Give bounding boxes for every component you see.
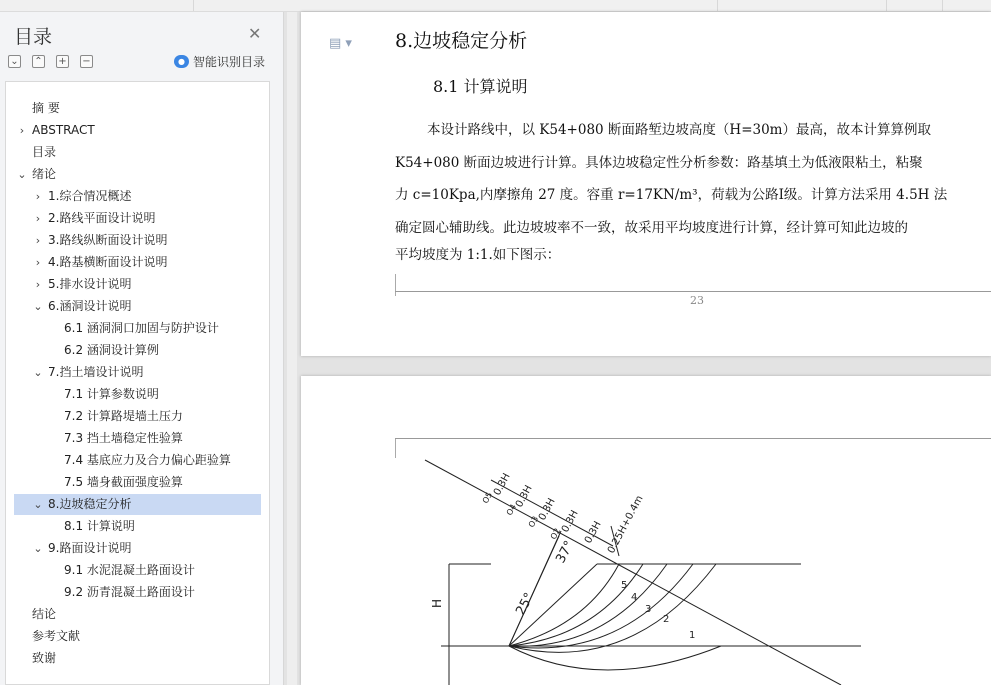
paragraph-line: 平均坡度为 1:1.如下图示： <box>395 247 561 263</box>
toc-item[interactable] <box>14 428 261 449</box>
chevron-right-icon[interactable]: › <box>35 278 41 291</box>
toc-item-label: 6.1 涵洞洞口加固与防护设计 <box>64 321 219 335</box>
collapse-all-icon[interactable]: ⌄ <box>8 55 21 68</box>
toc-item[interactable] <box>14 538 261 559</box>
toc-item[interactable] <box>14 516 261 537</box>
arc-number: 3 <box>645 604 652 615</box>
toolbar-divider <box>886 0 887 11</box>
chevron-down-icon[interactable]: ⌄ <box>33 300 43 313</box>
toc-sidebar <box>0 12 284 685</box>
add-icon[interactable]: + <box>56 55 69 68</box>
toc-item[interactable] <box>14 186 261 207</box>
spacing-label: 0.3H <box>491 471 513 498</box>
toc-item-label: 参考文献 <box>32 629 81 643</box>
toc-item-label: 7.5 墙身截面强度验算 <box>64 475 183 489</box>
toc-item-label: 9.1 水泥混凝土路面设计 <box>64 563 195 577</box>
slope-stability-diagram <box>301 376 991 685</box>
center-tick-label: O5 <box>480 490 495 505</box>
chevron-right-icon[interactable]: › <box>35 190 41 203</box>
arc-number: 5 <box>621 580 628 591</box>
paragraph-line: K54+080 断面边坡进行计算。具体边坡稳定性分析参数：路基填土为低液限粘土，粘聚 <box>395 155 923 171</box>
toc-item[interactable] <box>14 648 261 669</box>
toc-item-label: 4.路基横断面设计说明 <box>48 255 168 269</box>
ai-cloud-icon: ● <box>174 55 189 68</box>
toc-item[interactable] <box>14 252 261 273</box>
toc-item-label: 致谢 <box>32 651 57 665</box>
center-tick-label: O2 <box>548 526 563 541</box>
paragraph-line: 力 c=10Kpa,内摩擦角 27 度。容重 r=17KN/m³，荷载为公路Ⅰ级。计算方法采用 4.5H 法 <box>395 187 948 203</box>
toc-item[interactable] <box>14 384 261 405</box>
toc-item-label: 摘 要 <box>32 101 60 115</box>
toc-item[interactable] <box>14 362 261 383</box>
angle-label: 25° <box>513 590 538 618</box>
toc-item[interactable] <box>14 164 261 185</box>
toc-item-label: 7.3 挡土墙稳定性验算 <box>64 431 183 445</box>
toc-item[interactable] <box>14 450 261 471</box>
toc-item-label: 7.4 基底应力及合力偏心距验算 <box>64 453 231 467</box>
page-number: 23 <box>690 294 704 307</box>
toc-item-label: 7.1 计算参数说明 <box>64 387 159 401</box>
chevron-right-icon[interactable]: › <box>35 212 41 225</box>
toc-item-label: 3.路线纵断面设计说明 <box>48 233 168 247</box>
document-page <box>301 376 991 685</box>
toc-item[interactable] <box>14 296 261 317</box>
toc-item[interactable] <box>14 208 261 229</box>
toc-item[interactable] <box>14 120 261 141</box>
smart-toc-label: 智能识别目录 <box>193 55 266 69</box>
toc-item[interactable] <box>14 340 261 361</box>
arc-number: 4 <box>631 592 638 603</box>
toc-item-label: 绪论 <box>32 167 57 181</box>
toc-item-label: 7.2 计算路堤墙土压力 <box>64 409 183 423</box>
toc-item[interactable] <box>14 604 261 625</box>
toc-item[interactable] <box>14 494 261 515</box>
toc-item[interactable] <box>14 142 261 163</box>
toc-item[interactable] <box>14 98 261 119</box>
toc-item-label: 结论 <box>32 607 57 621</box>
sidebar-splitter[interactable] <box>287 12 297 685</box>
toc-item-label: 8.边坡稳定分析 <box>48 497 132 511</box>
section-heading: 8.边坡稳定分析 <box>395 30 528 52</box>
toc-item-label: 9.路面设计说明 <box>48 541 132 555</box>
toc-item[interactable] <box>14 560 261 581</box>
subsection-heading: 8.1 计算说明 <box>433 77 528 96</box>
toolbar-divider <box>942 0 943 11</box>
top-toolbar-strip <box>0 0 991 12</box>
paragraph-line: 本设计路线中，以 K54+080 断面路堑边坡高度（H=30m）最高，故本计算算例取 <box>427 122 931 138</box>
document-nav-icon[interactable]: ▤ ▾ <box>329 36 352 51</box>
arc-number: 1 <box>689 630 696 641</box>
expand-icon[interactable]: ⌃ <box>32 55 45 68</box>
toc-item[interactable] <box>14 472 261 493</box>
slip-arc-lower <box>509 646 721 670</box>
toc-item-label: 7.挡土墙设计说明 <box>48 365 144 379</box>
close-icon[interactable]: ✕ <box>248 24 262 43</box>
radius-line <box>509 536 559 646</box>
toc-item[interactable] <box>14 582 261 603</box>
toc-item-label: 6.涵洞设计说明 <box>48 299 132 313</box>
toc-item-label: 2.路线平面设计说明 <box>48 211 156 225</box>
toolbar-divider <box>193 0 194 11</box>
chevron-down-icon[interactable]: ⌄ <box>33 366 43 379</box>
margin-corner-mark <box>395 274 396 296</box>
paragraph-line: 确定圆心辅助线。此边坡坡率不一致，故采用平均坡度进行计算，经计算可知此边坡的 <box>395 220 908 236</box>
document-page <box>301 12 991 356</box>
chevron-down-icon[interactable]: ⌄ <box>33 498 43 511</box>
arc-number: 2 <box>663 614 670 625</box>
chevron-down-icon[interactable]: ⌄ <box>33 542 43 555</box>
height-label: H <box>430 598 444 608</box>
footer-rule <box>395 291 991 292</box>
spacing-label: 0.3H <box>513 483 535 510</box>
spacing-label: 0.3H <box>536 496 558 523</box>
slip-arc-2 <box>509 564 696 648</box>
spacing-label: 0.3H <box>559 508 581 535</box>
toc-item[interactable] <box>14 318 261 339</box>
toc-item-label: 1.综合情况概述 <box>48 189 132 203</box>
center-tick-label: O3 <box>526 514 541 529</box>
chevron-right-icon[interactable]: › <box>19 124 25 137</box>
spacing-label: 0.3H <box>582 519 604 546</box>
toc-item-label: ABSTRACT <box>32 123 95 137</box>
smart-toc-button[interactable] <box>174 53 265 70</box>
center-tick-label: O4 <box>504 502 519 517</box>
toc-item[interactable] <box>14 274 261 295</box>
toc-item-label: 目录 <box>32 145 57 159</box>
toc-item[interactable] <box>14 230 261 251</box>
offset-label: 0.25H+0.4m <box>605 493 646 556</box>
toc-item[interactable] <box>14 626 261 647</box>
toolbar-divider <box>717 0 718 11</box>
toc-item-label: 9.2 沥青混凝土路面设计 <box>64 585 195 599</box>
angle-label: 37° <box>553 538 578 566</box>
toc-item[interactable] <box>14 406 261 427</box>
toc-item-label: 5.排水设计说明 <box>48 277 132 291</box>
chevron-down-icon[interactable]: ⌄ <box>17 168 27 181</box>
chevron-right-icon[interactable]: › <box>35 234 41 247</box>
chevron-right-icon[interactable]: › <box>35 256 41 269</box>
sidebar-title: 目录 <box>14 26 53 48</box>
toc-tree <box>5 81 270 685</box>
toc-item-label: 6.2 涵洞设计算例 <box>64 343 159 357</box>
toc-item-label: 8.1 计算说明 <box>64 519 135 533</box>
remove-icon[interactable]: − <box>80 55 93 68</box>
